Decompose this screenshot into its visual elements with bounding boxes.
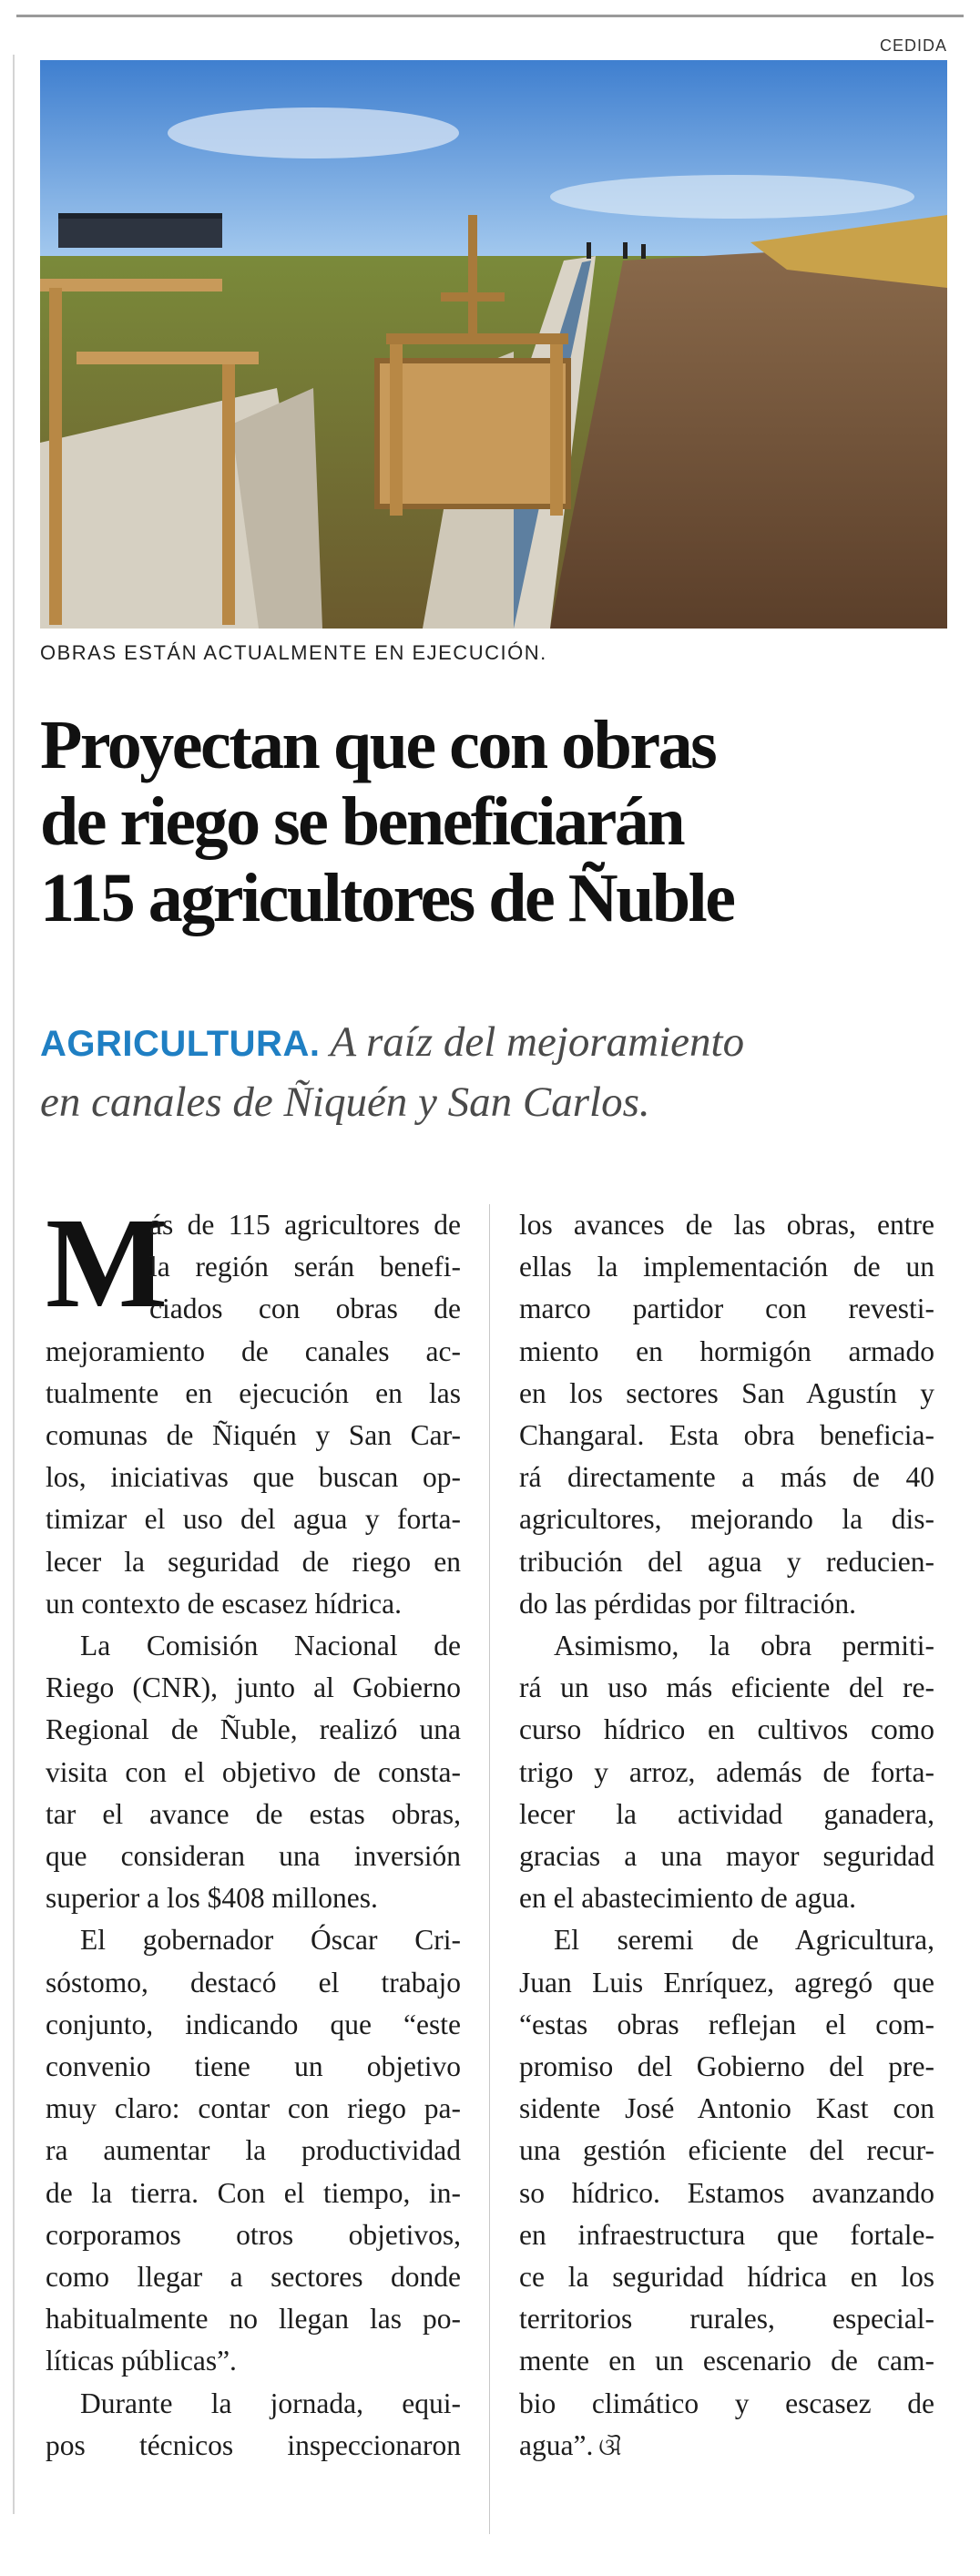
body-line: pos técnicos inspeccionaron [46, 2428, 461, 2461]
body-line: como llegar a sectores donde [46, 2261, 461, 2294]
body-line: lecer la seguridad de riego en [46, 1545, 461, 1578]
body-line: timizar el uso del agua y forta- [46, 1503, 461, 1536]
body-line: la región serán benefi- [149, 1251, 461, 1283]
body-line: que consideran una inversión [46, 1840, 461, 1873]
article-photo [40, 60, 947, 629]
body-line: sóstomo, destacó el trabajo [46, 1966, 461, 1998]
body-line: tribución del agua y reducien- [519, 1545, 934, 1578]
body-line: conjunto, indicando que “este [46, 2008, 461, 2040]
body-line: los avances de las obras, entre [519, 1209, 934, 1241]
body-column-left [46, 1191, 461, 2467]
top-rule [16, 15, 964, 17]
body-line: Regional de Ñuble, realizó una [46, 1713, 461, 1746]
body-line: corporamos otros objetivos, [46, 2218, 461, 2251]
body-line: so hídrico. Estamos avanzando [519, 2176, 934, 2209]
body-line: do las pérdidas por filtración. [519, 1587, 857, 1620]
body-line: El gobernador Óscar Cri- [80, 1924, 461, 1957]
body-line: ellas la implementación de un [519, 1251, 934, 1283]
body-line: superior a los $408 millones. [46, 1882, 378, 1915]
body-line: curso hídrico en cultivos como [519, 1713, 934, 1746]
irrigation-canal-photo-icon [40, 60, 947, 629]
body-line: tar el avance de estas obras, [46, 1797, 461, 1830]
body-line: bio climático y escasez de [519, 2387, 934, 2419]
body-line: una gestión eficiente del recur- [519, 2134, 934, 2167]
body-line: lecer la actividad ganadera, [519, 1797, 934, 1830]
body-line: los, iniciativas que buscan op- [46, 1461, 461, 1494]
body-line: ra aumentar la productividad [46, 2134, 461, 2167]
body-line: comunas de Ñiquén y San Car- [46, 1419, 461, 1452]
headline-line: Proyectan que con obras [40, 707, 716, 783]
body-line: líticas públicas”. [46, 2345, 237, 2377]
body-line: agua”. ଔ [519, 2428, 622, 2461]
body-line: Changaral. Esta obra beneficia- [519, 1419, 934, 1452]
body-line: ciados con obras de [149, 1293, 461, 1325]
page-margin-rule [13, 55, 15, 2514]
body-line: gracias a una mayor seguridad [519, 1840, 934, 1873]
photo-credit: CEDIDA [879, 36, 947, 55]
body-line: ás de 115 agricultores de [149, 1209, 461, 1241]
body-line: rá un uso más eficiente del re- [519, 1671, 934, 1704]
body-line: ce la seguridad hídrica en los [519, 2261, 934, 2294]
body-line: tualmente en ejecución en las [46, 1376, 461, 1409]
end-of-article-icon: ଔ [598, 2433, 622, 2461]
body-line: mente en un escenario de cam- [519, 2345, 934, 2377]
body-line: rá directamente a más de 40 [519, 1461, 934, 1494]
lead-text-1: A raíz del mejoramiento [330, 1018, 745, 1066]
body-line: en el abastecimiento de agua. [519, 1882, 856, 1915]
body-line: habitualmente no llegan las po- [46, 2303, 461, 2336]
body-line: promiso del Gobierno del pre- [519, 2050, 934, 2083]
drop-cap: M [46, 1191, 168, 1334]
body-line: en los sectores San Agustín y [519, 1376, 934, 1409]
section-tag: AGRICULTURA. [40, 1024, 321, 1064]
body-line: visita con el objetivo de consta- [46, 1755, 461, 1788]
body-line: miento en hormigón armado [519, 1334, 934, 1367]
body-line: trigo y arroz, además de forta- [519, 1755, 934, 1788]
headline-line: de riego se beneficiarán [40, 783, 684, 860]
body-line: un contexto de escasez hídrica. [46, 1587, 402, 1620]
body-line: El seremi de Agricultura, [554, 1924, 934, 1957]
body-column-right [519, 1204, 934, 2469]
body-line: La Comisión Nacional de [80, 1630, 461, 1662]
photo-caption: OBRAS ESTÁN ACTUALMENTE EN EJECUCIÓN. [40, 641, 547, 664]
body-line: convenio tiene un objetivo [46, 2050, 461, 2083]
body-line: agricultores, mejorando la dis- [519, 1503, 934, 1536]
body-line: mejoramiento de canales ac- [46, 1334, 461, 1367]
body-line: Asimismo, la obra permiti- [554, 1630, 934, 1662]
lead-line-1 [40, 1013, 951, 1073]
body-line: territorios rurales, especial- [519, 2303, 934, 2336]
headline-line: 115 agricultores de Ñuble [40, 860, 734, 936]
lead-summary [40, 1013, 951, 1131]
body-line: de la tierra. Con el tiempo, in- [46, 2176, 461, 2209]
body-line: muy claro: contar con riego pa- [46, 2092, 461, 2125]
body-line: Juan Luis Enríquez, agregó que [519, 1966, 934, 1998]
body-line: marco partidor con revesti- [519, 1293, 934, 1325]
lead-text-2: en canales de Ñiquén y San Carlos. [40, 1078, 650, 1126]
body-line: “estas obras reflejan el com- [519, 2008, 934, 2040]
body-line: en infraestructura que fortale- [519, 2218, 934, 2251]
body-line: sidente José Antonio Kast con [519, 2092, 934, 2125]
body-line: Riego (CNR), junto al Gobierno [46, 1671, 461, 1704]
headline [40, 707, 960, 936]
column-divider [489, 1204, 490, 2534]
body-line: Durante la jornada, equi- [80, 2387, 461, 2419]
